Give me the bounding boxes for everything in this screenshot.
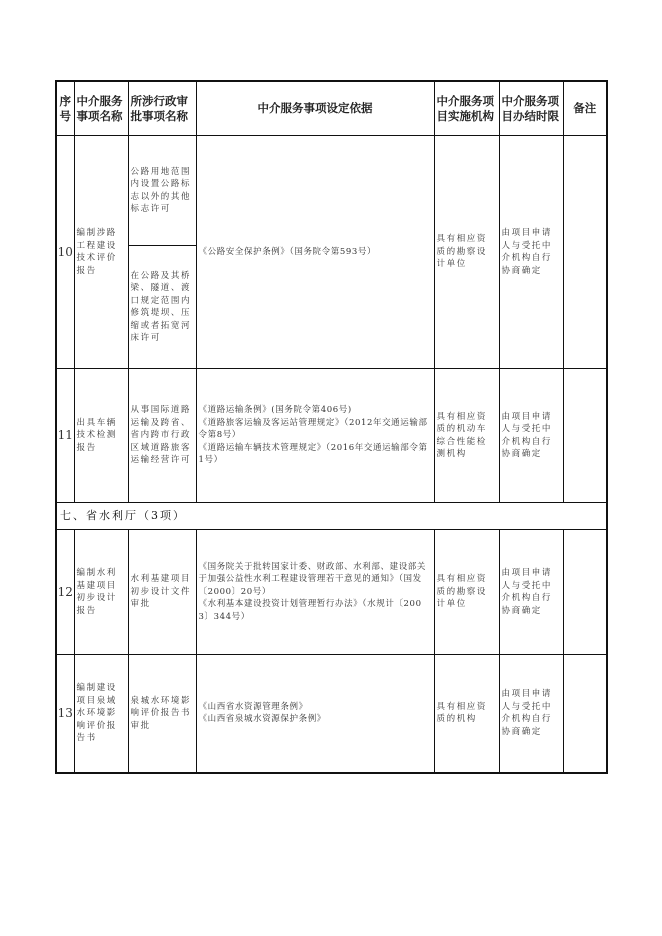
- row-approval: 泉城水环境影响评价报告书审批: [128, 655, 196, 773]
- row-org: 具有相应资质的机动车综合性能检测机构: [434, 369, 499, 503]
- row-name: 出具车辆技术检测报告: [74, 369, 128, 503]
- row-org: 具有相应资质的机构: [434, 655, 499, 773]
- row-remark: [563, 369, 607, 503]
- table-row: [56, 655, 607, 773]
- row-remark: [563, 530, 607, 655]
- header-org: 中介服务项目实施机构: [434, 81, 499, 136]
- table-row: [56, 136, 607, 246]
- row-basis: 《山西省水资源管理条例》 《山西省泉城水资源保护条例》: [196, 655, 434, 773]
- row-basis: 《道路运输条例》(国务院令第406号) 《道路旅客运输及客运站管理规定》（2012年交通运输部令第8号） 《道路运输车辆技术管理规定》（2016年交通运输部令第1号）: [196, 369, 434, 503]
- header-row: [56, 81, 607, 136]
- row-remark: [563, 655, 607, 773]
- row-name: 编制建设项目泉域水环境影响评价报告书: [74, 655, 128, 773]
- row-approval: 在公路及其桥梁、隧道、渡口规定范围内修筑堤坝、压缩或者拓宽河床许可: [128, 246, 196, 369]
- row-seq: 12: [56, 530, 74, 655]
- intermediary-services-table: [55, 80, 608, 774]
- row-basis: 《公路安全保护条例》（国务院令第593号）: [196, 136, 434, 369]
- row-approval: 公路用地范围内设置公路标志以外的其他标志许可: [128, 136, 196, 246]
- section-title: 七、省水利厅（3项）: [56, 503, 607, 530]
- row-seq: 10: [56, 136, 74, 369]
- row-seq: 11: [56, 369, 74, 503]
- row-remark: [563, 136, 607, 369]
- row-time: 由项目申请人与受托中介机构自行协商确定: [499, 136, 563, 369]
- row-name: 编制水利基建项目初步设计报告: [74, 530, 128, 655]
- row-approval: 从事国际道路运输及跨省、省内跨市行政区域道路旅客运输经营许可: [128, 369, 196, 503]
- row-approval: 水利基建项目初步设计文件审批: [128, 530, 196, 655]
- header-seq: 序号: [56, 81, 74, 136]
- table-row: [56, 530, 607, 655]
- row-org: 具有相应资质的勘察设计单位: [434, 530, 499, 655]
- row-seq: 13: [56, 655, 74, 773]
- table-row: [56, 369, 607, 503]
- row-org: 具有相应资质的勘察设计单位: [434, 136, 499, 369]
- header-basis: 中介服务事项设定依据: [196, 81, 434, 136]
- row-time: 由项目申请人与受托中介机构自行协商确定: [499, 369, 563, 503]
- row-time: 由项目申请人与受托中介机构自行协商确定: [499, 530, 563, 655]
- header-name: 中介服务事项名称: [74, 81, 128, 136]
- row-time: 由项目申请人与受托中介机构自行协商确定: [499, 655, 563, 773]
- header-time: 中介服务项目办结时限: [499, 81, 563, 136]
- row-basis: 《国务院关于批转国家计委、财政部、水利部、建设部关于加强公益性水利工程建设管理若干意见的通知》（国发〔2000〕20号） 《水利基本建设投资计划管理暂行办法》（水规计〔2003〕344号）: [196, 530, 434, 655]
- row-name: 编制涉路工程建设技术评价报告: [74, 136, 128, 369]
- header-approval: 所涉行政审 批事项名称: [128, 81, 196, 136]
- header-remark: 备注: [563, 81, 607, 136]
- section-row: [56, 503, 607, 530]
